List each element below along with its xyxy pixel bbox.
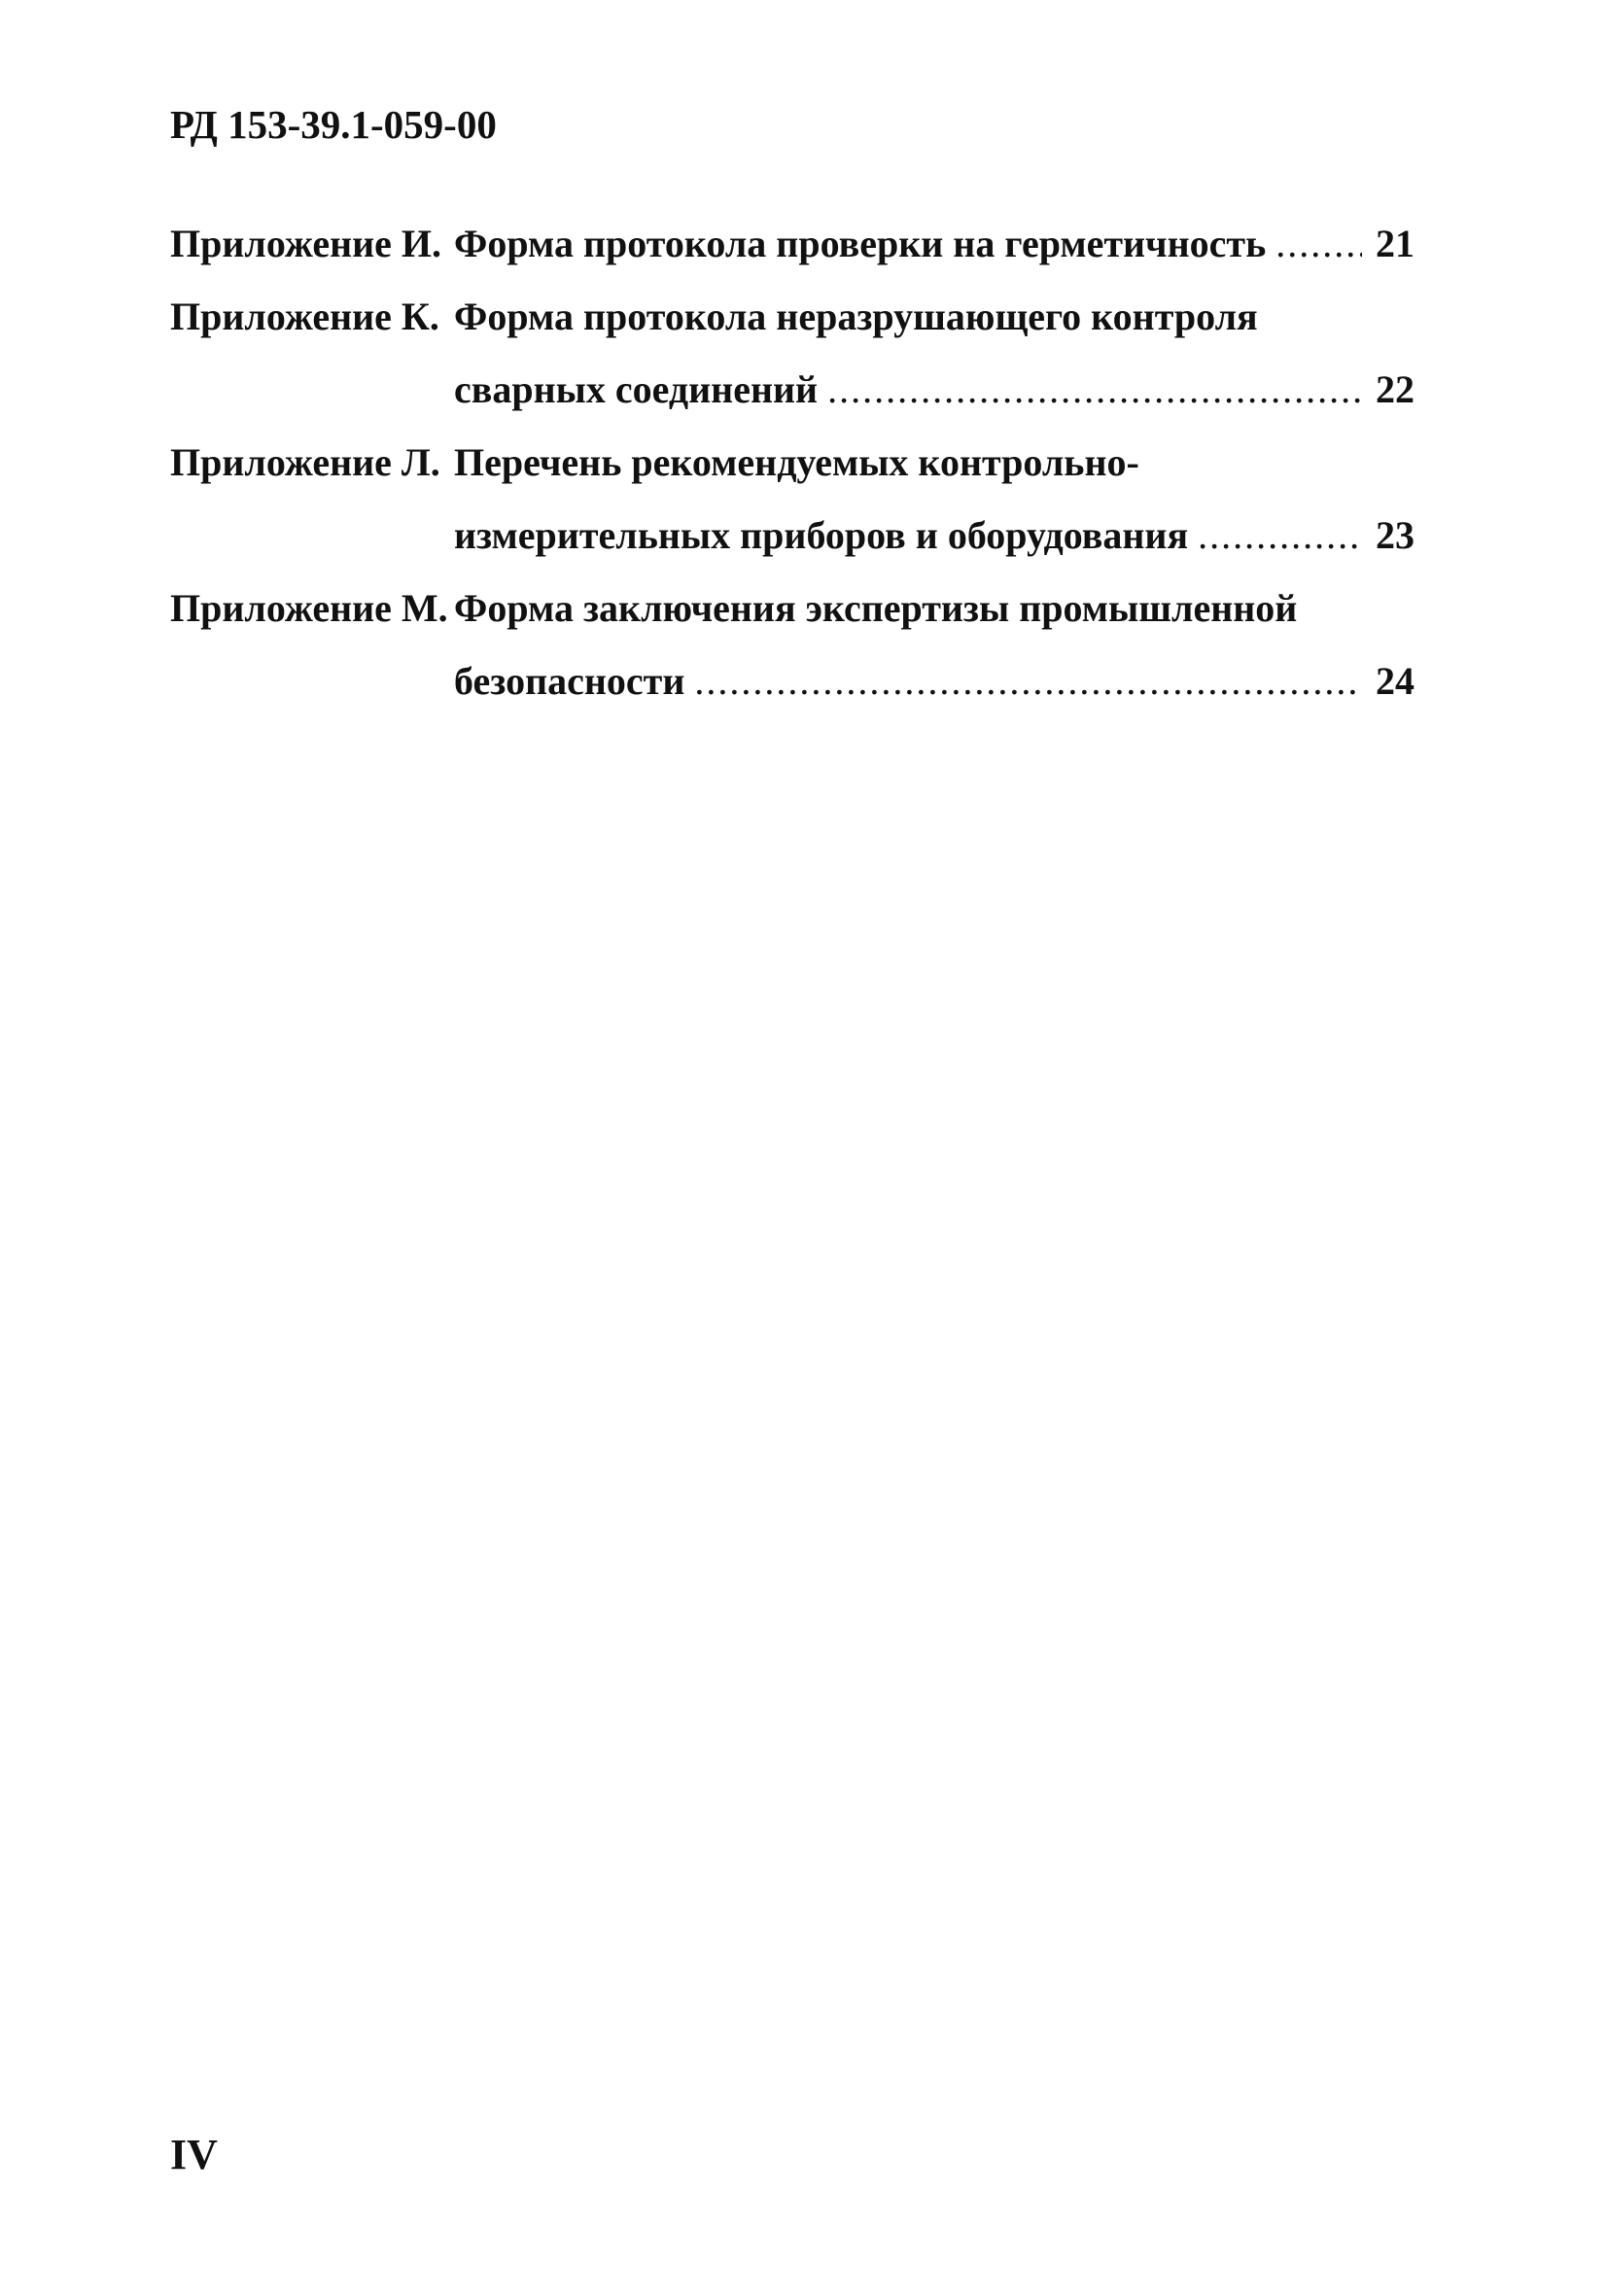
toc-entry-title: Форма заключения экспертизы промышленной [454,586,1298,630]
toc-entry-title: Форма протокола проверки на герметичность [454,222,1267,265]
toc-entry-title: Форма протокола неразрушающего контроля [454,295,1258,338]
toc-line [170,572,1415,644]
toc-entry-appendix-k[interactable] [170,280,1415,426]
toc-page-number: 23 [1376,513,1415,557]
dot-leader [1198,499,1362,572]
toc-page-number: 22 [1376,367,1415,411]
toc-line-continuation [170,499,1415,572]
toc-page-number: 21 [1376,222,1415,265]
dot-leader [827,353,1362,426]
toc-entry-title-continuation: измерительных приборов и оборудования [454,513,1189,557]
toc-line-continuation [170,353,1415,426]
toc-entry-label: Приложение Л. [170,440,440,484]
table-of-contents [170,207,1415,717]
page-number-roman: IV [170,2131,218,2178]
toc-entry-label: Приложение К. [170,295,439,338]
toc-entry-appendix-i[interactable] [170,207,1415,280]
toc-entry-title-continuation: безопасности [454,659,685,703]
toc-line [170,426,1415,499]
toc-entry-appendix-m[interactable] [170,572,1415,717]
toc-entry-title-continuation: сварных соединений [454,367,819,411]
toc-entry-appendix-l[interactable] [170,426,1415,572]
document-code: РД 153-39.1-059-00 [170,102,497,147]
toc-line-continuation [170,644,1415,717]
toc-line [170,280,1415,353]
toc-page-number: 24 [1376,659,1415,703]
toc-entry-label: Приложение М. [170,586,448,630]
toc-entry-label: Приложение И. [170,222,442,265]
dot-leader [1275,207,1362,280]
dot-leader [694,644,1362,717]
toc-line [170,207,1415,280]
toc-entry-title: Перечень рекомендуемых контрольно- [454,440,1139,484]
